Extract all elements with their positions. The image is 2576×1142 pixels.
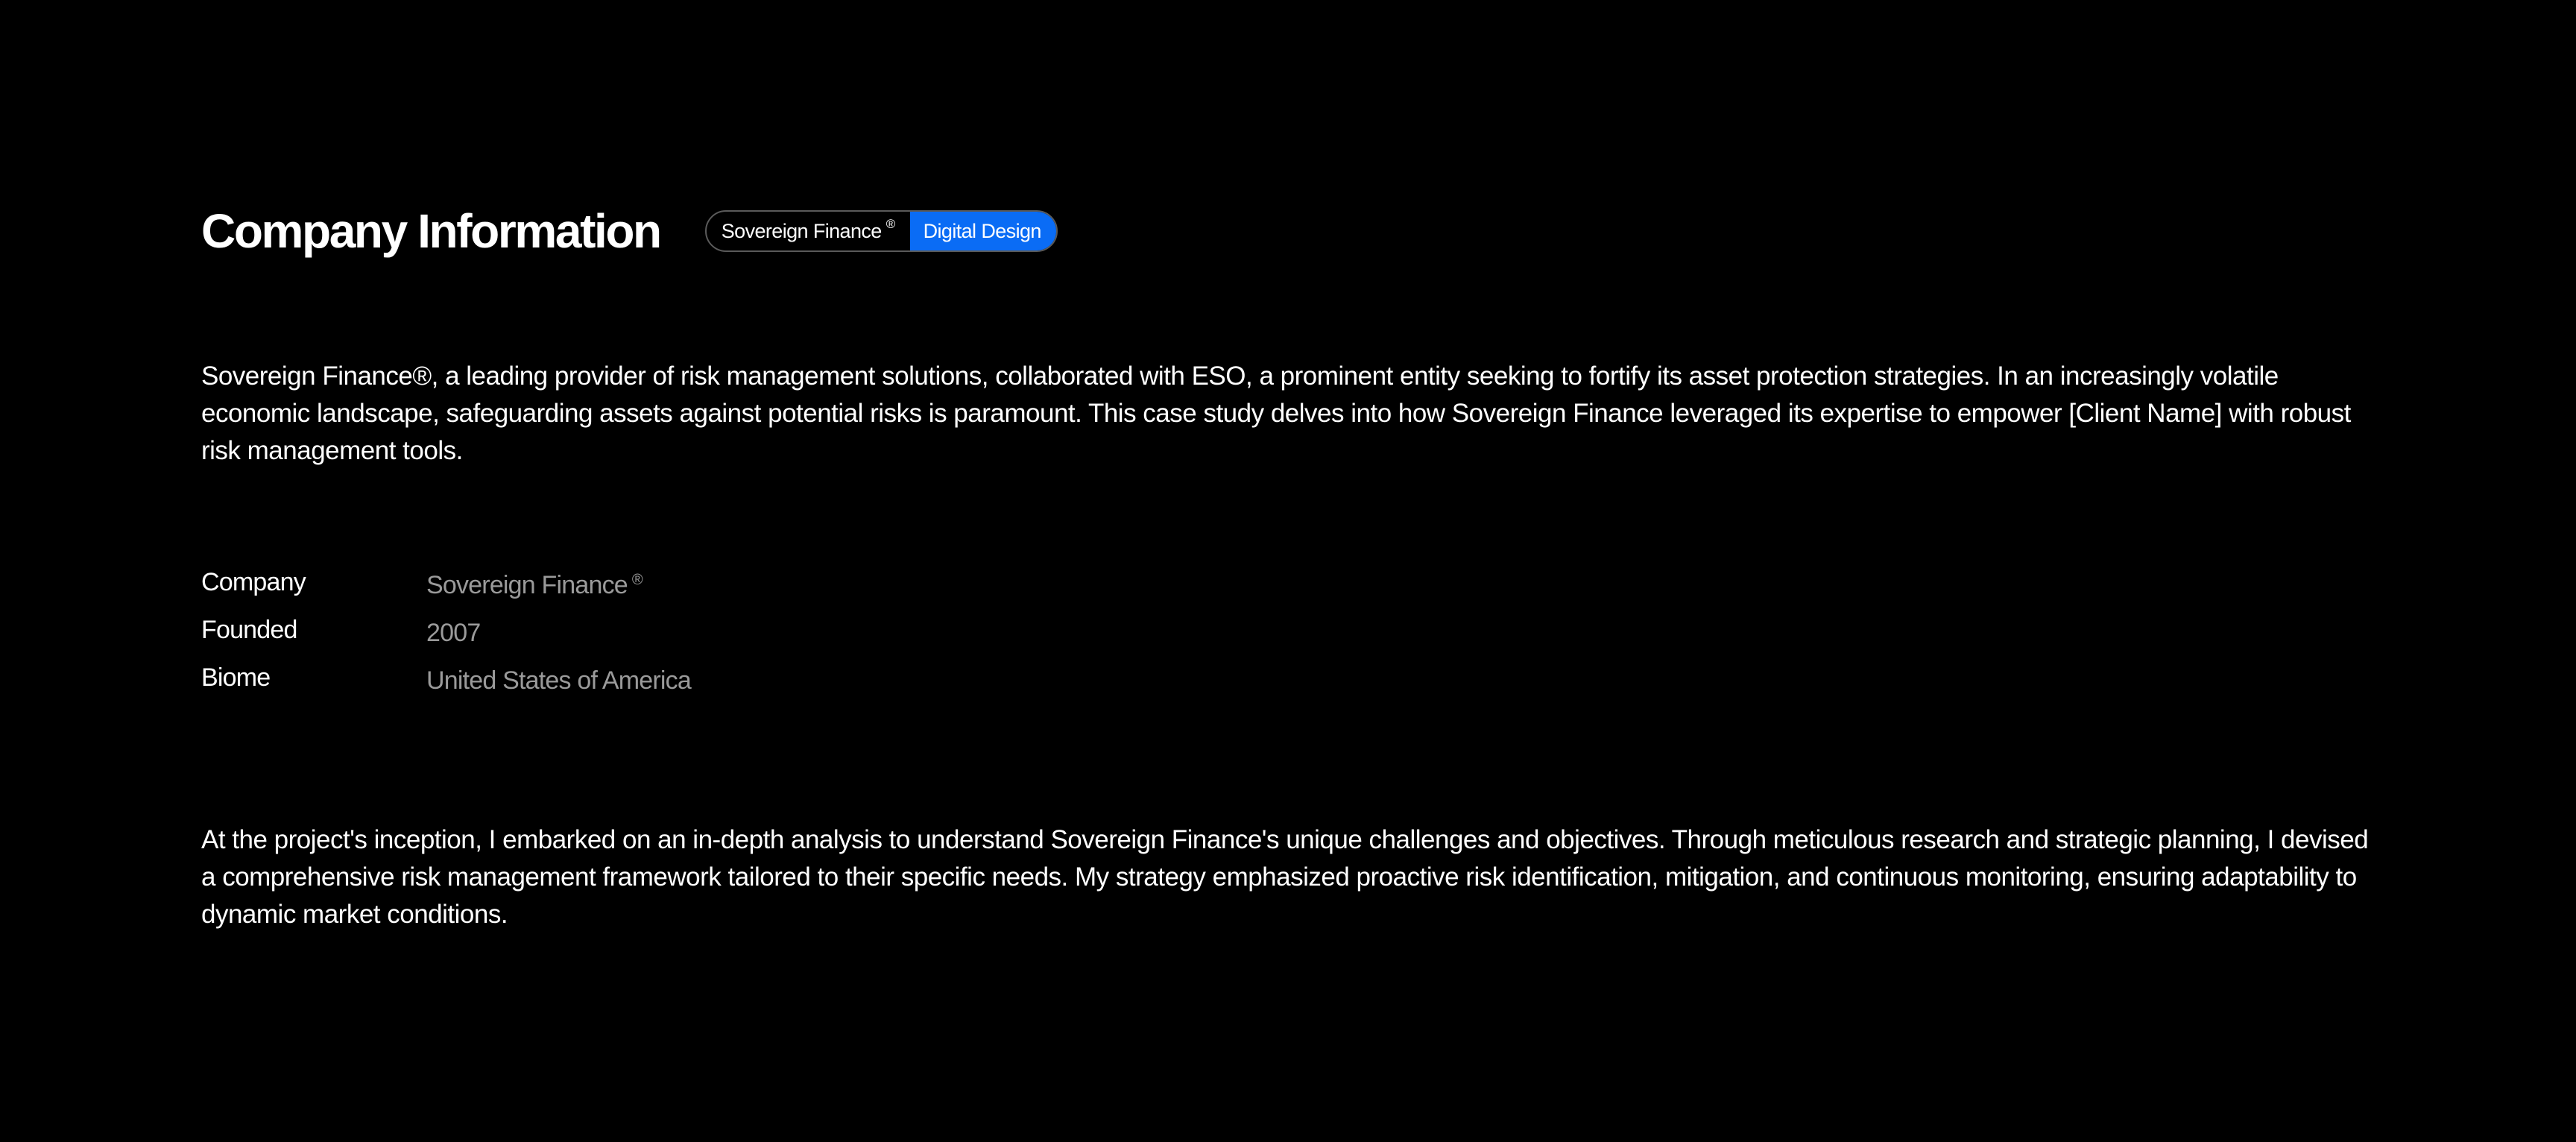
page-title: Company Information <box>201 204 660 258</box>
info-label: Founded <box>201 616 297 644</box>
company-tag <box>707 212 910 250</box>
section-header <box>201 200 2378 262</box>
info-label: Biome <box>201 663 271 692</box>
info-value <box>426 662 691 699</box>
company-information-section <box>201 200 2378 929</box>
company-tag-label: Sovereign Finance <box>721 219 882 242</box>
info-value <box>426 614 480 652</box>
info-value-text: 2007 <box>426 619 481 647</box>
info-value <box>426 567 643 608</box>
intro-paragraph: Sovereign Finance®, a leading provider of risk management solutions, collaborated with ESO, a prominent entity seeking to fortify its asset protection strategies. In an increasingly volatile economic landscape, safeguarding assets against potential risks is paramount. This case study delves into how Sovereign Finance leveraged its expertise to empower [Client Name] with robust risk management tools. <box>201 362 2351 465</box>
registered-mark: ® <box>631 572 643 588</box>
info-row-biome <box>201 659 691 707</box>
company-info-table <box>201 564 691 707</box>
info-value-text: Sovereign Finance <box>426 571 628 599</box>
info-row-founded <box>201 611 691 659</box>
tag-pill <box>705 210 1058 252</box>
info-label: Company <box>201 568 306 596</box>
info-value-text: United States of America <box>426 666 691 695</box>
outro-paragraph: At the project's inception, I embarked on an in-depth analysis to understand Sovereign Finance's unique challenges and objectives. Through meticulous research and strategic planning, I devised a comprehensive risk management framework tailored to their specific needs. My strategy emphasized proactive risk identification, mitigation, and continuous monitoring, ensuring adaptability to dynamic market conditions. <box>201 825 2369 929</box>
category-tag <box>910 212 1056 250</box>
info-row-company <box>201 564 691 611</box>
registered-mark: ® <box>886 217 895 231</box>
category-tag-label: Digital Design <box>923 219 1041 242</box>
